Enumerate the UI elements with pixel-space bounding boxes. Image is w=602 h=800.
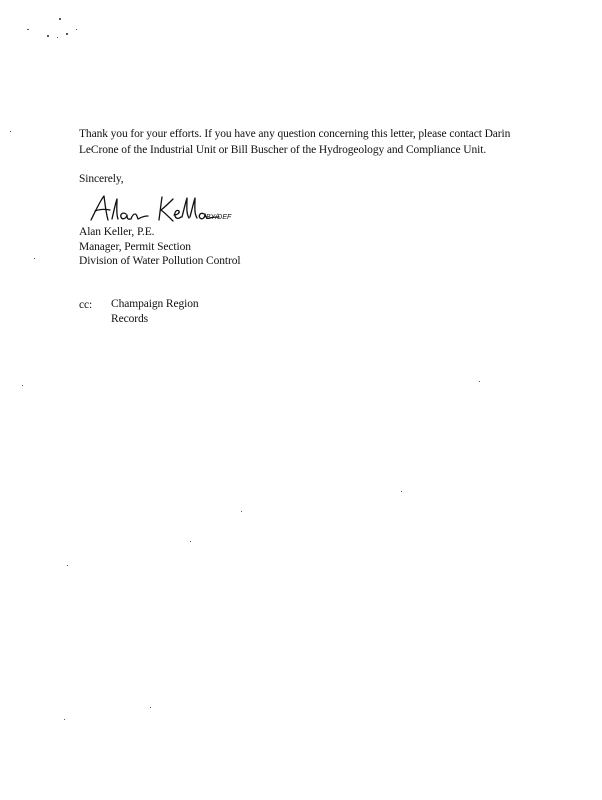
scan-speck — [401, 491, 402, 492]
cc-recipients — [111, 297, 199, 327]
cc-recipient: Records — [111, 313, 148, 325]
signer-division: Division of Water Pollution Control — [79, 255, 241, 267]
scan-speck — [34, 258, 35, 259]
cc-recipient: Champaign Region — [111, 298, 199, 310]
scan-speck — [66, 33, 68, 35]
signature-initials-mark: BY/DEF — [206, 214, 232, 221]
scan-speck — [76, 29, 77, 30]
signer-block — [79, 225, 240, 269]
scan-speck — [67, 565, 68, 566]
scan-speck — [190, 541, 191, 542]
scan-speck — [47, 35, 49, 37]
scan-speck — [150, 707, 151, 708]
scan-speck — [57, 37, 58, 38]
scan-speck — [479, 381, 480, 382]
scan-speck — [10, 131, 11, 132]
letter-body — [79, 126, 549, 158]
letter-body-line: Thank you for your efforts. If you have any question concerning this letter, please contact Darin — [79, 128, 511, 140]
letter-closing: Sincerely, — [79, 173, 124, 185]
handwritten-signature — [88, 192, 238, 226]
letter-body-line: LeCrone of the Industrial Unit or Bill Buscher of the Hydrogeology and Compliance Unit. — [79, 144, 487, 156]
signer-title: Manager, Permit Section — [79, 240, 191, 253]
cc-label: cc: — [79, 299, 93, 311]
scan-speck — [241, 511, 242, 512]
scan-speck — [27, 29, 29, 30]
scan-speck — [22, 385, 23, 386]
scan-speck — [64, 719, 65, 720]
signer-name: Alan Keller, P.E. — [79, 226, 155, 238]
scan-speck — [59, 18, 61, 20]
